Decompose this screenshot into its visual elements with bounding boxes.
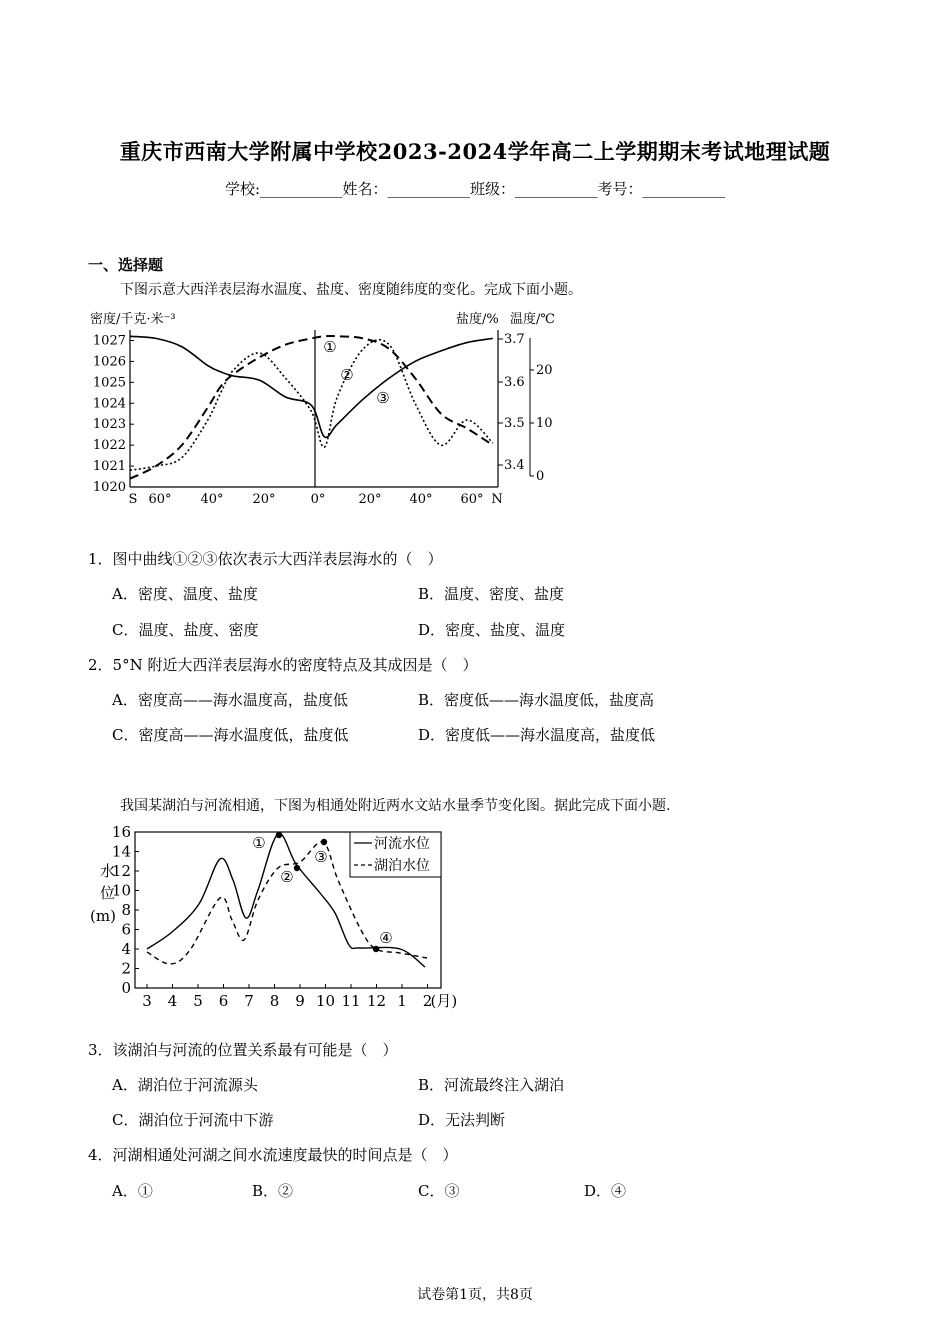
latitude-tick-label: 20° [252, 492, 276, 507]
water-level-tick-label: 8 [121, 901, 131, 919]
student-info-line: 学校:___________姓名：___________班级：___________考号：___________ [224, 180, 726, 198]
latitude-tick-label: N [491, 492, 503, 507]
q1-option-d[interactable]: D．密度、盐度、温度 [418, 621, 566, 639]
density-tick-label: 1025 [92, 375, 126, 391]
q1-option-b[interactable]: B．温度、密度、盐度 [418, 585, 565, 603]
legend-lake: 湖泊水位 [374, 858, 430, 874]
school-label: 学校: [224, 180, 260, 198]
class-label: 班级： [470, 180, 516, 198]
series-line-3 [130, 336, 493, 437]
question-1: 1．图中曲线①②③依次表示大西洋表层海水的（ ） [88, 550, 443, 568]
q1-option-c[interactable]: C．温度、盐度、密度 [112, 621, 259, 639]
ylabel-temperature: 温度/℃ [510, 312, 555, 327]
density-tick-label: 1021 [92, 459, 126, 475]
water-level-tick-label: 0 [121, 979, 131, 997]
q4-option-b[interactable]: B．② [252, 1182, 294, 1200]
exam-no-label: 考号： [597, 180, 643, 198]
q3-option-b[interactable]: B．河流最终注入湖泊 [418, 1076, 565, 1094]
water-level-tick-label: 16 [111, 823, 131, 841]
section-heading: 一、选择题 [88, 256, 164, 274]
curve-marker-3: ③ [376, 389, 390, 407]
temperature-tick-label: 10 [536, 416, 553, 431]
temperature-tick-label: 0 [536, 469, 545, 484]
q2-option-d[interactable]: D．密度低——海水温度高，盐度低 [418, 726, 656, 744]
latitude-tick-label: 0° [310, 492, 326, 507]
time-point-marker-4: ④ [379, 929, 393, 947]
legend-river: 河流水位 [374, 836, 430, 852]
series-line-1 [130, 336, 493, 479]
salinity-tick-label: 3.7 [504, 332, 525, 347]
time-point-marker-2: ② [280, 868, 294, 886]
density-tick-label: 1027 [92, 333, 126, 349]
q4-option-a[interactable]: A．① [112, 1182, 153, 1200]
q3-option-d[interactable]: D．无法判断 [418, 1111, 506, 1129]
month-tick-label: 10 [315, 992, 336, 1010]
q2-option-a[interactable]: A．密度高——海水温度高，盐度低 [112, 691, 348, 709]
latitude-tick-label: 40° [200, 492, 224, 507]
q4-option-c[interactable]: C．③ [418, 1182, 460, 1200]
time-point-marker-1: ① [252, 834, 266, 852]
page-title: 重庆市西南大学附属中学校2023-2024学年高二上学期期末考试地理试题 [119, 139, 831, 164]
month-tick-label: 12 [366, 992, 387, 1010]
water-level-tick-label: 10 [111, 881, 131, 900]
water-level-chart [88, 820, 478, 1015]
time-point-dot-2 [294, 865, 300, 871]
q3-option-c[interactable]: C．湖泊位于河流中下游 [112, 1111, 274, 1129]
q2-option-b[interactable]: B．密度低——海水温度低，盐度高 [418, 691, 655, 709]
time-point-dot-3 [321, 839, 327, 845]
month-tick-label: 4 [167, 992, 178, 1010]
month-tick-label: 3 [142, 992, 152, 1010]
q4-option-d[interactable]: D．④ [584, 1182, 627, 1200]
density-tick-label: 1020 [92, 480, 126, 495]
question-2: 2．5°N 附近大西洋表层海水的密度特点及其成因是（ ） [88, 656, 478, 674]
ylabel-density: 密度/千克·米⁻³ [90, 312, 176, 327]
intro-text-1: 下图示意大西洋表层海水温度、盐度、密度随纬度的变化。完成下面小题。 [120, 282, 582, 298]
ylabel-char-2: 位 [100, 884, 116, 902]
time-point-marker-3: ③ [314, 848, 328, 866]
water-level-tick-label: 6 [121, 920, 131, 939]
question-4: 4．河湖相通处河湖之间水流速度最快的时间点是（ ） [88, 1146, 458, 1164]
ylabel-char-1: 水 [100, 862, 116, 880]
density-tick-label: 1024 [92, 396, 126, 412]
ylabel-salinity: 盐度/% [456, 312, 499, 327]
month-tick-label: 9 [295, 992, 305, 1010]
month-tick-label: 11 [341, 992, 361, 1010]
month-tick-label: 7 [244, 992, 254, 1010]
month-tick-label: 5 [193, 992, 203, 1010]
water-level-tick-label: 14 [111, 842, 131, 861]
month-tick-label: 1 [397, 992, 407, 1010]
question-3: 3．该湖泊与河流的位置关系最有可能是（ ） [88, 1041, 398, 1059]
latitude-tick-label: 60° [460, 492, 484, 507]
q2-option-c[interactable]: C．密度高——海水温度低，盐度低 [112, 726, 349, 744]
q1-option-a[interactable]: A．密度、温度、盐度 [112, 585, 258, 603]
name-label: 姓名： [342, 180, 388, 198]
temperature-tick-label: 20 [536, 363, 553, 378]
month-axis-unit: (月) [430, 992, 458, 1010]
latitude-tick-label: 60° [148, 492, 172, 507]
salinity-tick-label: 3.6 [504, 375, 525, 390]
latitude-tick-label: 40° [409, 492, 433, 507]
water-level-tick-label: 2 [121, 959, 131, 978]
ylabel-char-3: (m) [90, 907, 116, 925]
month-tick-label: 8 [269, 992, 280, 1010]
time-point-dot-1 [276, 832, 282, 838]
curve-marker-1: ① [323, 338, 337, 356]
latitude-tick-label: S [128, 492, 138, 507]
density-tick-label: 1026 [92, 354, 126, 370]
page-footer: 试卷第1页，共8页 [417, 1287, 533, 1303]
q3-option-a[interactable]: A．湖泊位于河流源头 [112, 1076, 258, 1094]
density-tick-label: 1023 [92, 417, 126, 433]
ocean-properties-chart [88, 302, 588, 517]
salinity-tick-label: 3.5 [504, 416, 525, 431]
curve-marker-2: ② [340, 366, 354, 384]
latitude-tick-label: 20° [358, 492, 382, 507]
water-level-tick-label: 12 [111, 862, 131, 880]
intro-text-2: 我国某湖泊与河流相通，下图为相通处附近两水文站水量季节变化图。据此完成下面小题. [120, 798, 671, 814]
time-point-dot-4 [373, 946, 379, 952]
water-level-tick-label: 4 [121, 940, 131, 958]
month-tick-label: 2 [422, 992, 433, 1010]
month-tick-label: 6 [218, 992, 229, 1010]
salinity-tick-label: 3.4 [504, 458, 525, 473]
density-tick-label: 1022 [92, 438, 126, 454]
